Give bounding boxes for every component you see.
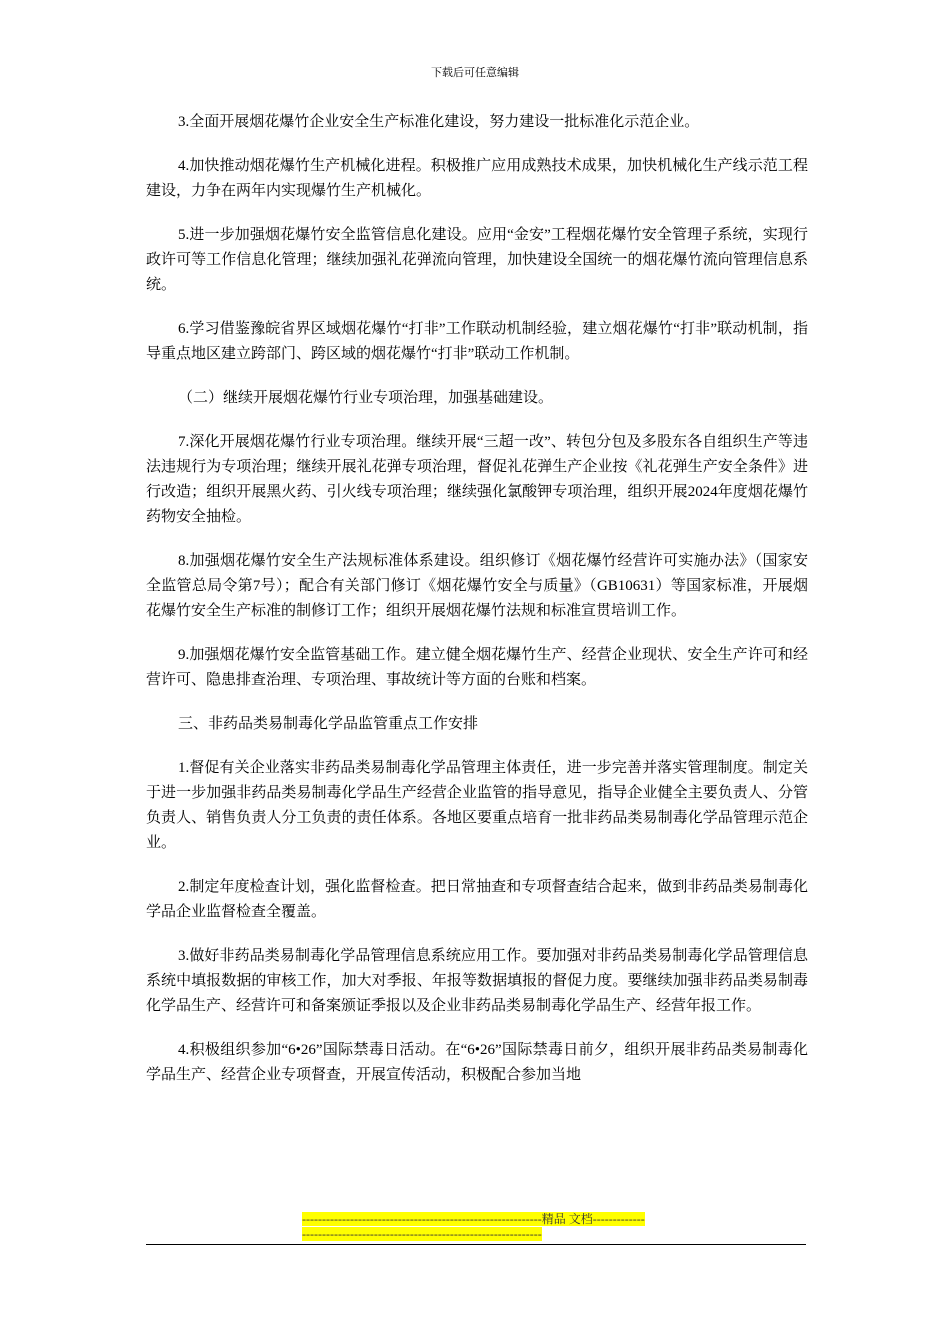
paragraph-item-5: 5.进一步加强烟花爆竹安全监管信息化建设。应用“金安”工程烟花爆竹安全管理子系统，实现行政许可等工作信息化管理；继续加强礼花弹流向管理，加快建设全国统一的烟花爆竹流向管理信息系统。: [146, 227, 808, 293]
footer-banner-text: ------------------------------------------------------------精品 文档-------------------------------------------------------------------------: [302, 1212, 645, 1241]
paragraph-item-1: 1.督促有关企业落实非药品类易制毒化学品管理主体责任，进一步完善并落实管理制度。制定关于进一步加强非药品类易制毒化学品生产经营企业监管的指导意见，指导企业健全主要负责人、分管负责人、销售负责人分工负责的责任体系。各地区要重点培育一批非药品类易制毒化学品管理示范企业。: [146, 760, 808, 851]
paragraph-item-9: 9.加强烟花爆竹安全监管基础工作。建立健全烟花爆竹生产、经营企业现状、安全生产许可和经营许可、隐患排查治理、专项治理、事故统计等方面的台账和档案。: [146, 647, 808, 688]
section-heading-3: 三、非药品类易制毒化学品监管重点工作安排: [178, 716, 479, 732]
footer-banner: [302, 1212, 648, 1242]
paragraph-item-3: 3.全面开展烟花爆竹企业安全生产标准化建设，努力建设一批标准化示范企业。: [178, 114, 700, 130]
paragraph-item-4b: 4.积极组织参加“6•26”国际禁毒日活动。在“6•26”国际禁毒日前夕，组织开展非药品类易制毒化学品生产、经营企业专项督查，开展宣传活动，积极配合参加当地: [146, 1042, 808, 1083]
footer-divider: [146, 1244, 806, 1245]
paragraph-item-4: 4.加快推动烟花爆竹生产机械化进程。积极推广应用成熟技术成果，加快机械化生产线示范工程建设，力争在两年内实现爆竹生产机械化。: [146, 158, 808, 199]
paragraph-item-7: 7.深化开展烟花爆竹行业专项治理。继续开展“三超一改”、转包分包及多股东各自组织生产等违法违规行为专项治理；继续开展礼花弹专项治理，督促礼花弹生产企业按《礼花弹生产安全条件》进行改造；组织开展黑火药、引火线专项治理；继续强化氯酸钾专项治理，组织开展2024年度烟花爆竹药物安全抽检。: [146, 434, 808, 525]
paragraph-item-6: 6.学习借鉴豫皖省界区域烟花爆竹“打非”工作联动机制经验，建立烟花爆竹“打非”联动机制，指导重点地区建立跨部门、跨区域的烟花爆竹“打非”联动工作机制。: [146, 321, 808, 362]
paragraph-item-2: 2.制定年度检查计划，强化监督检查。把日常抽查和专项督查结合起来，做到非药品类易制毒化学品企业监督检查全覆盖。: [146, 879, 808, 920]
document-body: [146, 110, 808, 1107]
paragraph-item-3b: 3.做好非药品类易制毒化学品管理信息系统应用工作。要加强对非药品类易制毒化学品管理信息系统中填报数据的审核工作，加大对季报、年报等数据填报的督促力度。要继续加强非药品类易制毒化学品生产、经营许可和备案颁证季报以及企业非药品类易制毒化学品生产、经营年报工作。: [146, 948, 808, 1014]
paragraph-item-8: 8.加强烟花爆竹安全生产法规标准体系建设。组织修订《烟花爆竹经营许可实施办法》（国家安全监管总局令第7号）；配合有关部门修订《烟花爆竹安全与质量》（GB10631）等国家标准，开展烟花爆竹安全生产标准的制修订工作；组织开展烟花爆竹法规和标准宣贯培训工作。: [146, 553, 808, 619]
section-heading-2: （二）继续开展烟花爆竹行业专项治理，加强基础建设。: [178, 390, 554, 406]
page-header: 下载后可任意编辑: [431, 67, 519, 79]
